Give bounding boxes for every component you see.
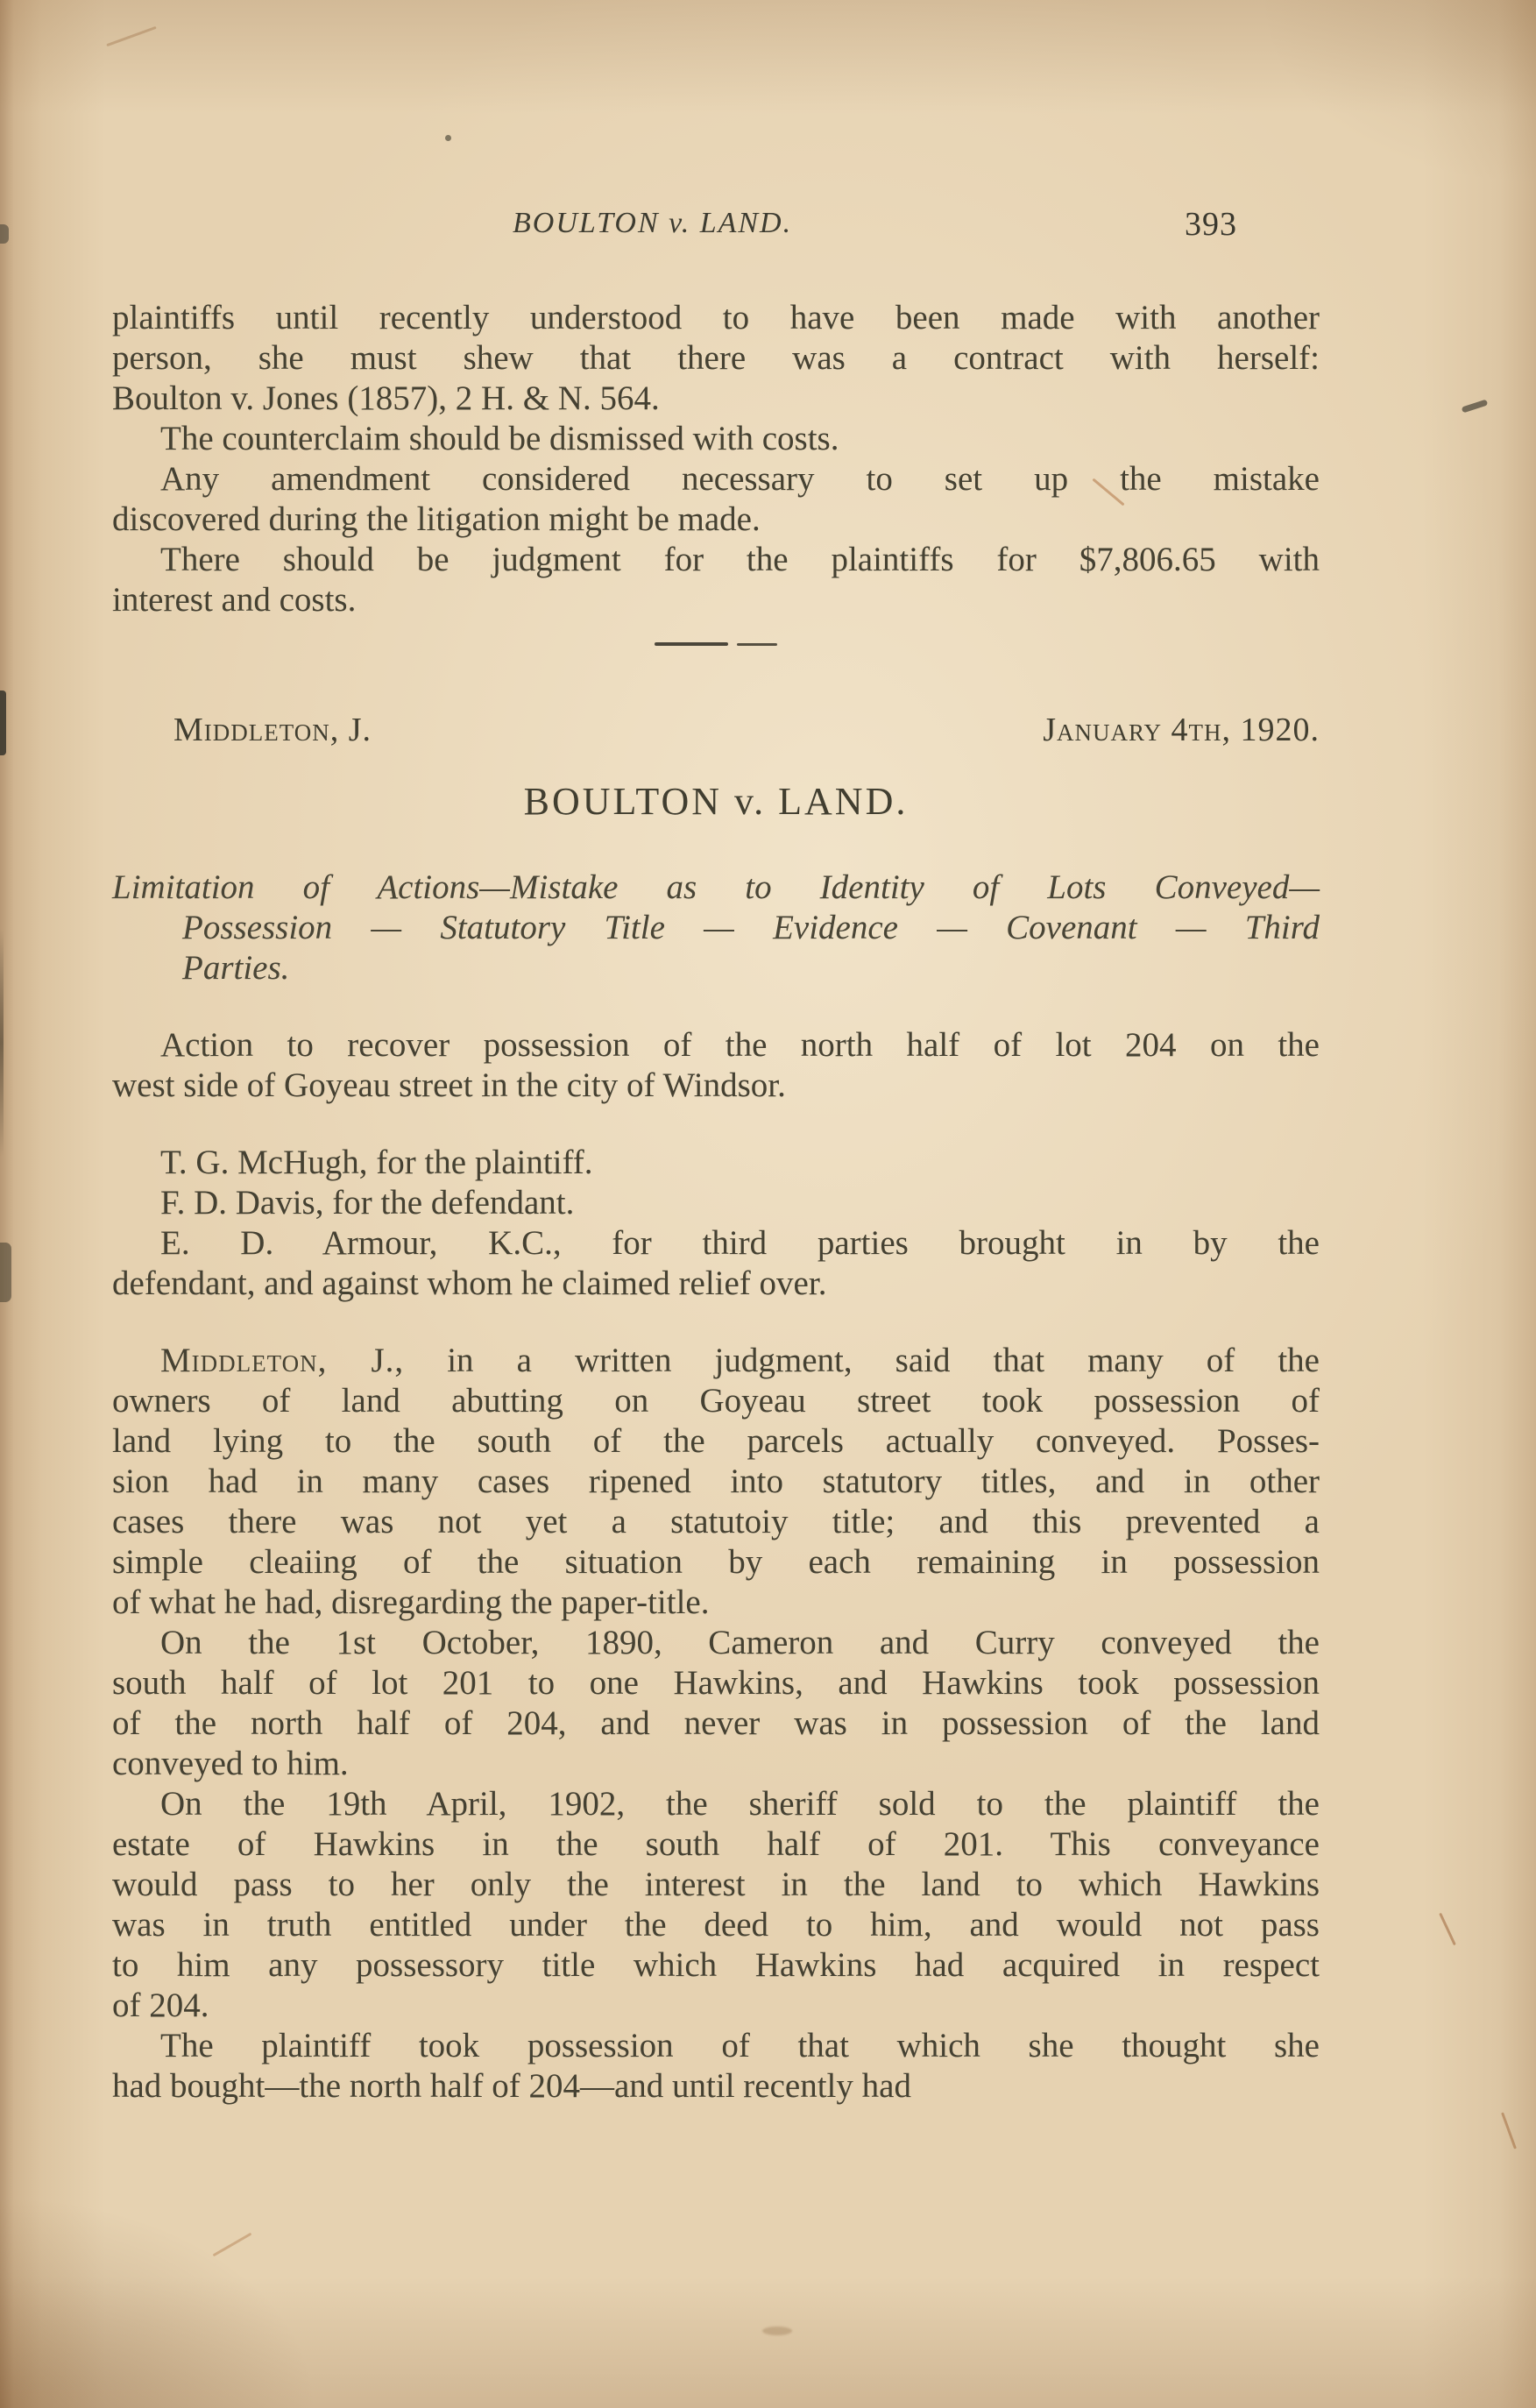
- text-line: Boulton v. Jones (1857), 2 H. & N. 564.: [112, 379, 660, 417]
- text-line: to him any possessory title which Hawkins had acquired in respect: [112, 1946, 1320, 1984]
- paper-mark: [0, 1243, 11, 1302]
- text-line: owners of land abutting on Goyeau street took possession of: [112, 1382, 1320, 1420]
- text-line: estate of Hawkins in the south half of 201. This conveyance: [112, 1825, 1320, 1863]
- text-line: On the 19th April, 1902, the sheriff sold to the plaintiff the: [160, 1785, 1320, 1823]
- divider-segment: [737, 643, 777, 646]
- section-divider: [112, 641, 1320, 647]
- dateline: [112, 710, 1320, 750]
- text-line: conveyed to him.: [112, 1745, 349, 1782]
- text-line: F. D. Davis, for the defendant.: [160, 1184, 575, 1222]
- text-line: west side of Goyeau street in the city of Windsor.: [112, 1066, 786, 1104]
- text-line: E. D. Armour, K.C., for third parties brought in by the: [160, 1224, 1320, 1262]
- paragraph: [112, 1341, 1320, 1623]
- text-line: Middleton, J., in a written judgment, said that many of the: [160, 1342, 1320, 1379]
- paragraph: [112, 1143, 1320, 1183]
- judgment-date: January 4th, 1920.: [1043, 712, 1320, 748]
- text-line: had bought—the north half of 204—and until recently had: [112, 2067, 911, 2105]
- text-line: There should be judgment for the plaintiffs for $7,806.65 with: [160, 541, 1320, 578]
- text-line: person, she must shew that there was a contract with herself:: [112, 339, 1320, 377]
- text-line: land lying to the south of the parcels actually conveyed. Posses-: [112, 1422, 1320, 1460]
- paper-mark: [445, 135, 451, 141]
- text-line: On the 1st October, 1890, Cameron and Curry conveyed the: [160, 1624, 1320, 1661]
- text-line: Action to recover possession of the north half of lot 204 on the: [160, 1026, 1320, 1064]
- headnote: [112, 868, 1320, 988]
- text-line: simple cleaiing of the situation by each remaining in possession: [112, 1543, 1320, 1581]
- paragraph: [112, 459, 1320, 540]
- judge-name-inline: Middleton, J.,: [160, 1342, 405, 1379]
- text-line: Limitation of Actions—Mistake as to Identity of Lots Conveyed—: [112, 868, 1320, 906]
- text-line: Parties.: [182, 949, 290, 987]
- text-line: The counterclaim should be dismissed with costs.: [160, 420, 839, 457]
- text-line: of 204.: [112, 1987, 209, 2024]
- text-block: [112, 298, 1320, 2107]
- text-line: of what he had, disregarding the paper-title.: [112, 1583, 710, 1621]
- page-number: 393: [1185, 206, 1237, 243]
- paper-mark: [762, 2327, 792, 2335]
- paper-mark: [213, 2233, 252, 2257]
- paragraph: [112, 1784, 1320, 2026]
- paragraph: [112, 1623, 1320, 1784]
- paper-mark: [0, 691, 6, 755]
- text-line: south half of lot 201 to one Hawkins, and Hawkins took possession: [112, 1664, 1320, 1702]
- text-line: discovered during the litigation might be made.: [112, 500, 761, 538]
- paper-mark: [106, 26, 156, 46]
- text-line: plaintiffs until recently understood to have been made with another: [112, 299, 1320, 336]
- paper-mark: [0, 224, 9, 244]
- text-line: would pass to her only the interest in the land to which Hawkins: [112, 1866, 1320, 1903]
- paper-mark: [1439, 1913, 1456, 1946]
- paragraph: [112, 540, 1320, 620]
- paper-mark: [1501, 2112, 1517, 2149]
- text-line: defendant, and against whom he claimed relief over.: [112, 1264, 827, 1302]
- case-title: BOULTON v. LAND.: [523, 780, 909, 823]
- divider-segment: [655, 642, 728, 646]
- paper-mark: [0, 929, 4, 1157]
- text-line: Any amendment considered necessary to set up the mistake: [160, 460, 1320, 498]
- paragraph: [112, 2026, 1320, 2107]
- paragraph: [112, 1223, 1320, 1304]
- judge-name: Middleton, J.: [173, 712, 372, 748]
- running-header-title: BOULTON v. LAND.: [513, 207, 793, 239]
- paper-mark: [1462, 400, 1489, 414]
- paragraph: [112, 1025, 1320, 1106]
- paragraph: [112, 1183, 1320, 1223]
- paragraph: [112, 298, 1320, 419]
- text-line: was in truth entitled under the deed to him, and would not pass: [112, 1906, 1320, 1944]
- text-line: T. G. McHugh, for the plaintiff.: [160, 1144, 593, 1181]
- text-line: The plaintiff took possession of that which she thought she: [160, 2027, 1320, 2065]
- text-line: interest and costs.: [112, 581, 357, 619]
- text-line: sion had in many cases ripened into statutory titles, and in other: [112, 1463, 1320, 1500]
- text-line: Possession — Statutory Title — Evidence — Covenant — Third: [182, 909, 1320, 946]
- paragraph: [112, 419, 1320, 459]
- text-line: of the north half of 204, and never was in possession of the land: [112, 1704, 1320, 1742]
- text-line: cases there was not yet a statutoiy title; and this prevented a: [112, 1503, 1320, 1540]
